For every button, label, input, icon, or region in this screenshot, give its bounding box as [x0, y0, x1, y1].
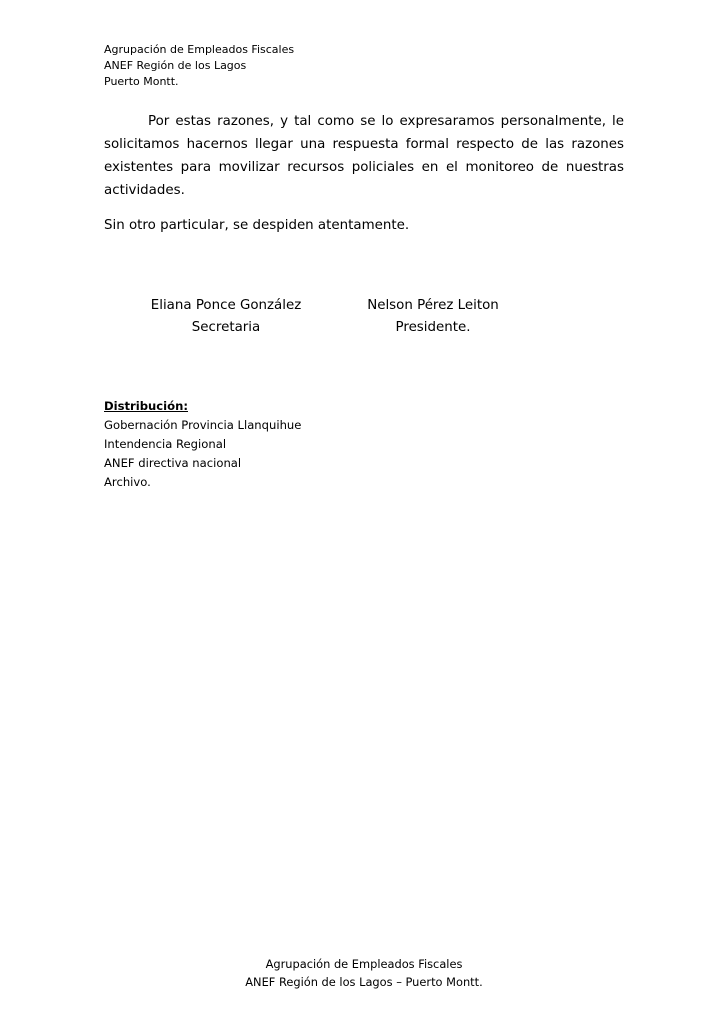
page-footer: [214, 955, 514, 991]
letterhead: [104, 42, 294, 90]
distribution-item: Intendencia Regional: [104, 437, 227, 451]
closing-line: Sin otro particular, se despiden atentamente.: [104, 218, 410, 233]
distribution-item: Archivo.: [104, 475, 151, 489]
signature-block-president: [350, 295, 516, 339]
body-paragraph: Por estas razones, y tal como se lo expresaramos personalmente, le solicitamos hacernos llegar una respuesta formal respecto de las razones existentes para movilizar recursos policiales en el monitoreo de nuestras actividades.: [104, 114, 624, 198]
signatory-name: Eliana Ponce González: [150, 298, 302, 313]
distribution-list: [104, 397, 301, 492]
distribution-item: ANEF directiva nacional: [104, 456, 242, 470]
footer-region: ANEF Región de los Lagos – Puerto Montt.: [245, 975, 483, 989]
footer-organization: Agrupación de Empleados Fiscales: [265, 957, 463, 971]
signatory-role: Presidente.: [395, 320, 471, 335]
distribution-title: Distribución:: [104, 399, 188, 413]
letterhead-organization: Agrupación de Empleados Fiscales: [104, 43, 295, 56]
signatory-role: Secretaria: [191, 320, 261, 335]
letterhead-region: ANEF Región de los Lagos: [104, 59, 247, 72]
signature-block-secretary: [138, 295, 314, 339]
signatory-name: Nelson Pérez Leiton: [367, 298, 499, 313]
distribution-item: Gobernación Provincia Llanquihue: [104, 418, 302, 432]
letterhead-city: Puerto Montt.: [104, 75, 179, 88]
